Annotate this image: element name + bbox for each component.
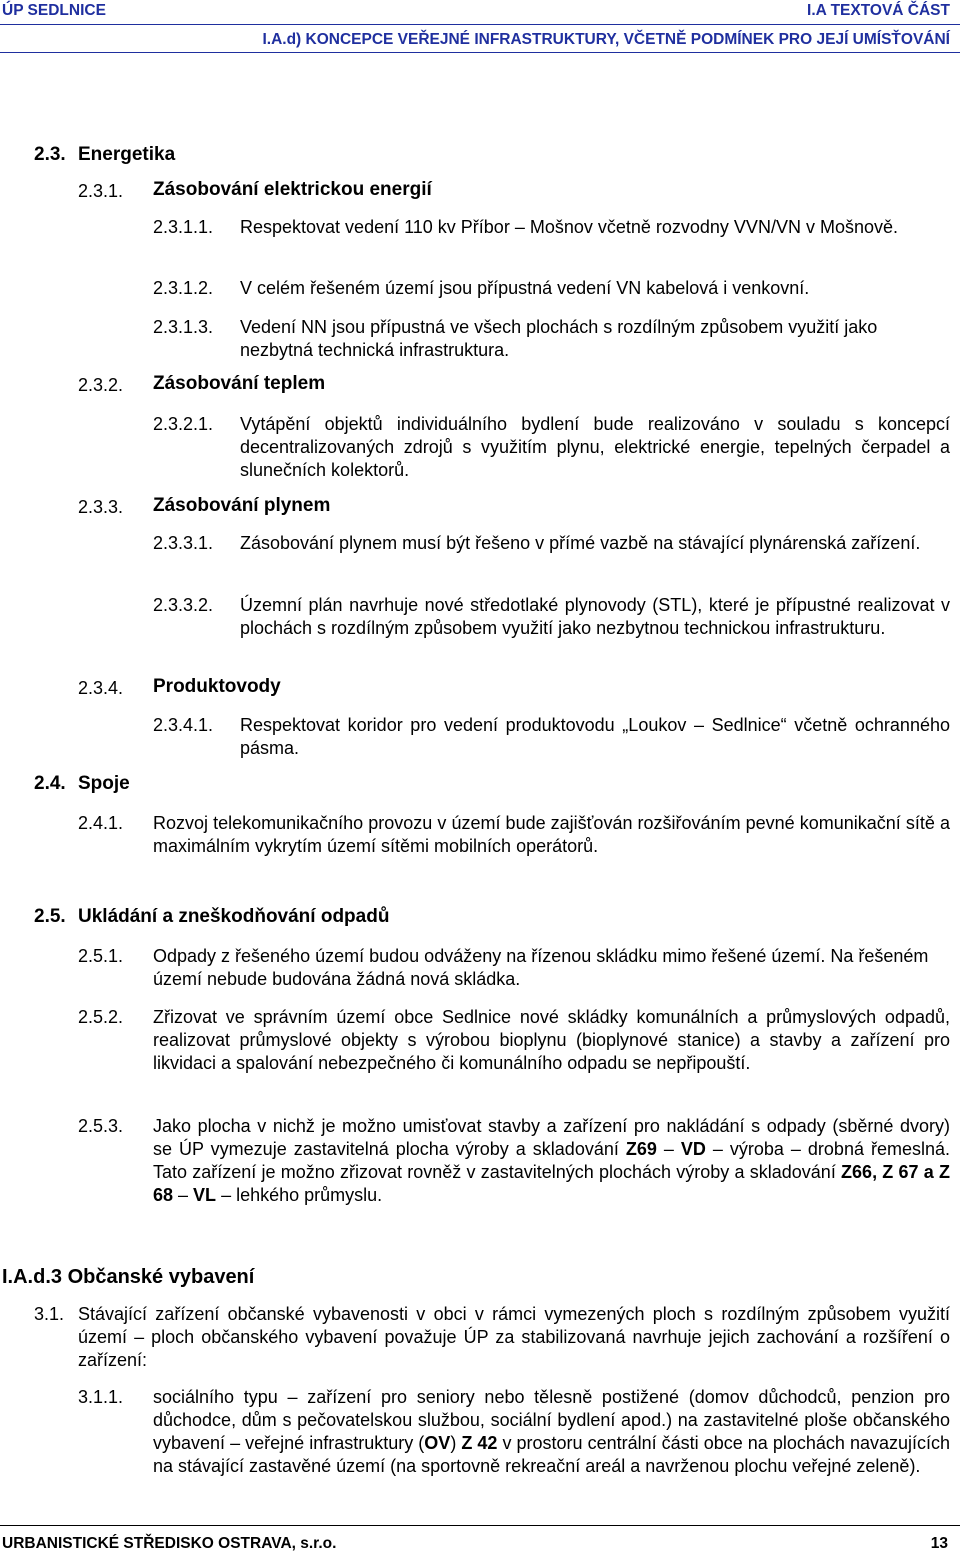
- item-text: sociálního typu – zařízení pro seniory nebo tělesně postižené (domov důchodců, penzion pro důchodce, dům s pečovatelskou službou, sociální bydlení apod.) na zastavitelné ploše občanského vybavení – veřejné infrastruktury (OV) Z 42 v prostoru centrální části obce na plochách navazujících na stávající zastavěné území (na sportovně rekreační areál a navrženou plochu veřejné zeleně).: [153, 1387, 951, 1476]
- item-text: V celém řešeném území jsou přípustná vedení VN kabelová i venkovní.: [240, 278, 810, 298]
- header-subtitle: I.A.d) KONCEPCE VEŘEJNÉ INFRASTRUKTURY, VČETNĚ PODMÍNEK PRO JEJÍ UMÍSŤOVÁNÍ: [262, 31, 950, 48]
- item-number: 3.1.: [34, 1304, 65, 1324]
- section-2-3-title: Energetika: [78, 144, 176, 165]
- item-number: 2.5.1.: [78, 946, 124, 966]
- item-number: 2.3.1.3.: [153, 317, 214, 337]
- item-text: Odpady z řešeného území budou odváženy na řízenou skládku mimo řešené území. Na řešeném území nebude budována žádná nová skládka.: [153, 946, 929, 989]
- item-number: 3.1.1.: [78, 1387, 124, 1407]
- header-divider: [0, 24, 960, 25]
- page-number: 13: [930, 1535, 948, 1552]
- section-2-4-number: 2.4.: [34, 773, 66, 794]
- section-2-3-3-title: Zásobování plynem: [153, 495, 331, 516]
- item-text: Rozvoj telekomunikačního provozu v území bude zajišťován rozšiřováním pevné komunikační sítě a maximálním vykrytím území sítěmi mobilních operátorů.: [153, 813, 950, 856]
- item-number: 2.3.2.1.: [153, 414, 214, 434]
- item-number: 2.3.1.1.: [153, 217, 214, 237]
- item-text: Zřizovat ve správním území obce Sedlnice nové skládky komunálních a průmyslových odpadů, realizovat průmyslové objekty s výrobou bioplynu (bioplynové stanice) a stavby a zařízení pro likvidaci a spalování nebezpečného či komunálního odpadu se nepřipouští.: [153, 1007, 950, 1073]
- item-number: 2.3.3.1.: [153, 533, 214, 553]
- item-number: 2.3.3.2.: [153, 595, 214, 615]
- item-text: Zásobování plynem musí být řešeno v přímé vazbě na stávající plynárenská zařízení.: [240, 533, 921, 553]
- header-divider-bottom: [0, 52, 960, 53]
- section-2-4-title: Spoje: [78, 773, 130, 794]
- section-2-3-2-number: 2.3.2.: [78, 375, 124, 395]
- section-2-3-1-number: 2.3.1.: [78, 181, 124, 201]
- section-2-3-4-number: 2.3.4.: [78, 678, 124, 698]
- item-number: 2.3.4.1.: [153, 715, 214, 735]
- header-title-left: ÚP SEDLNICE: [2, 2, 106, 19]
- item-number: 2.4.1.: [78, 813, 124, 833]
- section-iad3-title: I.A.d.3 Občanské vybavení: [2, 1266, 255, 1288]
- item-number: 2.5.2.: [78, 1007, 124, 1027]
- item-text: Respektovat vedení 110 kv Příbor – Mošnov včetně rozvodny VVN/VN v Mošnově.: [240, 217, 898, 237]
- footer-company: URBANISTICKÉ STŘEDISKO OSTRAVA, s.r.o.: [2, 1535, 337, 1552]
- section-2-3-3-number: 2.3.3.: [78, 497, 124, 517]
- item-text: Vytápění objektů individuálního bydlení bude realizováno v souladu s koncepcí decentralizovaných zdrojů s využitím plynu, elektrické energie, tepelných čerpadel a slunečních kolektorů.: [240, 414, 950, 480]
- item-text: Jako plocha v nichž je možno umisťovat stavby a zařízení pro nakládání s odpady (sběrné dvory) se ÚP vymezuje zastavitelná plocha výroby a skladování Z69 – VD – výroba – drobná řemeslná. Tato zařízení je možno zřizovat rovněž v zastavitelných plochách výroby a skladování Z66, Z 67 a Z 68 – VL – lehkého průmyslu.: [153, 1116, 950, 1205]
- section-2-5-number: 2.5.: [34, 906, 66, 927]
- item-text: Stávající zařízení občanské vybavenosti v obci v rámci vymezených ploch s rozdílným způsobem využití území – ploch občanského vybavení považuje ÚP za stabilizovaná navrhuje jejich zachování a rozšíření o zařízení:: [78, 1304, 950, 1370]
- section-2-3-1-title: Zásobování elektrickou energií: [153, 179, 432, 200]
- item-number: 2.3.1.2.: [153, 278, 214, 298]
- item-text: Respektovat koridor pro vedení produktovodu „Loukov – Sedlnice“ včetně ochranného pásma.: [240, 715, 950, 758]
- section-2-3-2-title: Zásobování teplem: [153, 373, 326, 394]
- footer-divider: [0, 1525, 960, 1526]
- item-number: 2.5.3.: [78, 1116, 124, 1136]
- item-text: Územní plán navrhuje nové středotlaké plynovody (STL), které je přípustné realizovat v plochách s rozdílným způsobem využití jako nezbytnou technickou infrastrukturu.: [240, 595, 950, 638]
- section-2-3-4-title: Produktovody: [153, 676, 281, 697]
- item-text: Vedení NN jsou přípustná ve všech plochách s rozdílným způsobem využití jako nezbytná technická infrastruktura.: [240, 317, 878, 360]
- section-2-3-number: 2.3.: [34, 144, 66, 165]
- section-2-5-title: Ukládání a zneškodňování odpadů: [78, 906, 390, 927]
- header-title-right: I.A TEXTOVÁ ČÁST: [807, 2, 950, 19]
